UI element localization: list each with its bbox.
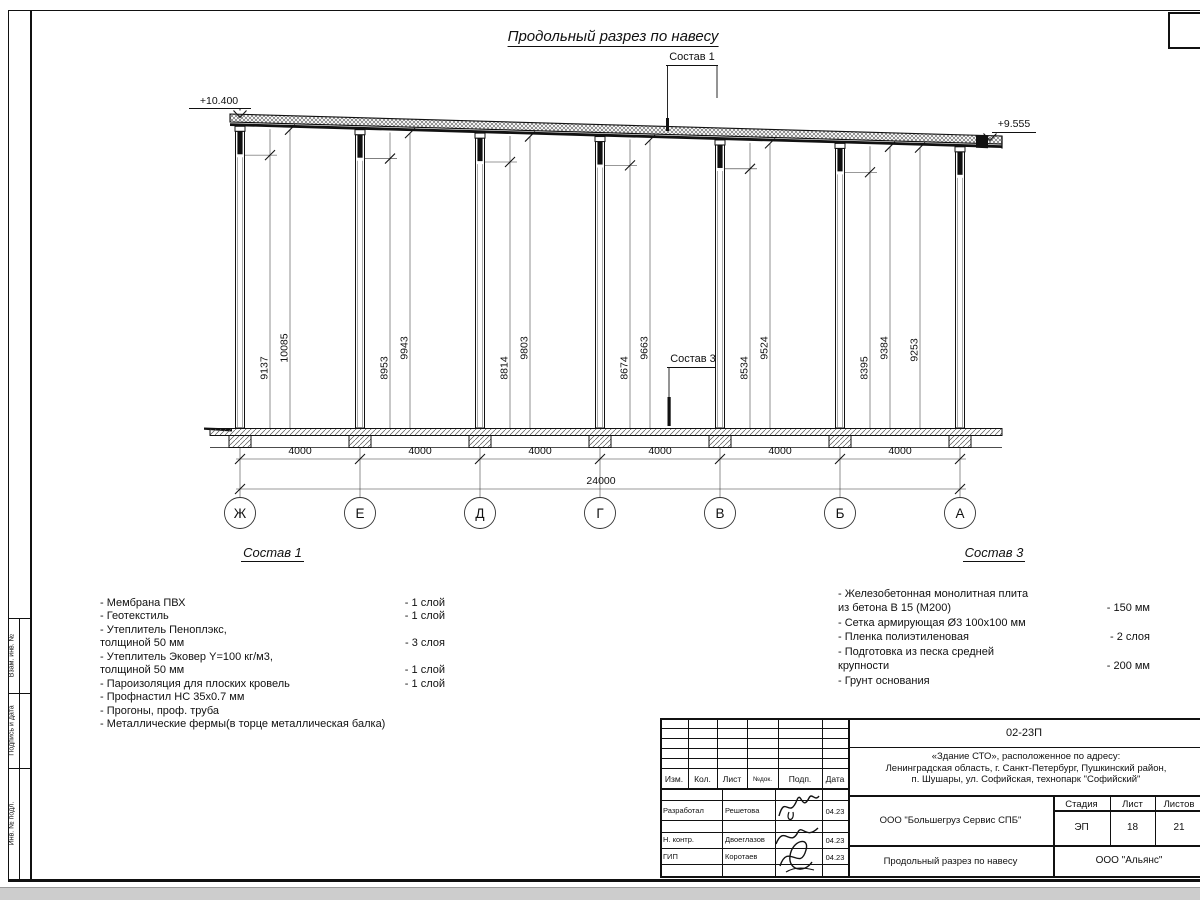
elevation-right-label: +9.555 <box>997 118 1031 130</box>
tb-sheet-title: Продольный разрез по навесу <box>883 856 1018 867</box>
column <box>836 148 845 428</box>
tb-col-podp: Подп. <box>788 774 812 784</box>
tb-col-ndok: №док. <box>752 776 773 783</box>
legend-item-qty: - 3 слоя <box>404 637 445 649</box>
legend-item-text <box>100 610 169 624</box>
legend-item-line1: - Сетка армирующая Ø3 100х100 мм <box>838 616 1026 629</box>
footing <box>589 436 611 448</box>
tb-date-gip: 04.23 <box>825 853 845 862</box>
column-bracket <box>597 142 602 165</box>
total-dim-label: 24000 <box>586 475 616 487</box>
legend-item-text <box>100 651 273 678</box>
legend-item-text <box>100 678 290 692</box>
column-cap <box>235 126 245 131</box>
legend-item-line1: - Подготовка из песка средней <box>838 645 994 658</box>
signature-developer <box>775 788 821 824</box>
footing <box>349 436 371 448</box>
tb-project-line3: п. Шушары, ул. Софийская, технопарк "Софийский" <box>911 774 1141 785</box>
legend-item-text <box>838 616 1026 631</box>
legend-item-qty: - 200 мм <box>1106 660 1150 672</box>
bay-dim-label: 4000 <box>888 445 912 457</box>
bay-dim-label: 4000 <box>768 445 792 457</box>
column <box>476 138 485 428</box>
vertical-dim-label: 8953 <box>378 356 391 380</box>
tb-sheets-value: 21 <box>1173 822 1185 833</box>
tb-line <box>1053 810 1200 812</box>
column-bracket <box>237 131 242 154</box>
legend-item-line1: - Профнастил НС 35х0.7 мм <box>100 691 245 703</box>
tb-name-gip: Коротаев <box>725 852 758 861</box>
legend-item-qty: - 1 слой <box>404 664 445 676</box>
tb-sheet-value: 18 <box>1126 822 1139 833</box>
vertical-dim-label: 8814 <box>498 356 511 380</box>
column <box>236 131 245 428</box>
legend-item <box>838 645 1150 674</box>
tb-line <box>660 718 1200 720</box>
legend-sostav3 <box>838 546 1150 688</box>
vertical-dim-label: 9524 <box>758 336 771 360</box>
callout-sostav1-tip <box>666 118 669 131</box>
margin-label-vzam: Взам. инв. № <box>8 633 16 678</box>
tb-col-izm: Изм. <box>664 774 684 784</box>
axis-label: А <box>955 506 965 521</box>
column <box>716 145 725 428</box>
legend-item <box>100 718 445 732</box>
vertical-dim-label: 9803 <box>518 336 531 360</box>
vertical-dim-label: 9943 <box>398 336 411 360</box>
column <box>596 142 605 428</box>
tb-doc-number: 02-23П <box>1005 727 1043 739</box>
title-block <box>660 718 1200 878</box>
vertical-dim-label: 9137 <box>258 356 271 380</box>
callout-sostav3-label: Состав 3 <box>670 353 716 365</box>
vertical-dim-label: 10085 <box>278 333 291 363</box>
drawing-title: Продольный разрез по навесу <box>507 28 719 45</box>
legend-item-text <box>100 691 244 705</box>
bay-dim-label: 4000 <box>288 445 312 457</box>
legend-item <box>838 674 1150 689</box>
footing <box>469 436 491 448</box>
callout-sostav1-label: Состав 1 <box>669 51 715 63</box>
legend-item-qty: - 2 слоя <box>1109 631 1150 643</box>
column <box>956 152 965 428</box>
margin-label-inv: Инв. № подл. <box>8 801 16 846</box>
column-bracket <box>957 152 962 175</box>
bay-dim-label: 4000 <box>408 445 432 457</box>
column-bracket <box>477 138 482 161</box>
axis-label: Б <box>835 506 845 521</box>
tb-line <box>848 718 850 878</box>
elevation-left-label: +10.400 <box>199 95 239 107</box>
vertical-dim-label: 9253 <box>908 338 921 362</box>
legend-item <box>838 587 1150 616</box>
legend-item <box>838 616 1150 631</box>
tb-company: ООО "Альянс" <box>1095 855 1163 866</box>
tb-line <box>722 788 723 878</box>
legend-item <box>100 610 445 624</box>
legend-item-qty: - 1 слой <box>404 677 445 690</box>
tb-sheets-label: Листов <box>1163 799 1195 810</box>
tb-line <box>848 747 1200 748</box>
legend-item-line1: - Грунт основания <box>838 674 930 687</box>
callout-sostav3-tip <box>668 397 671 426</box>
margin-label-podpis: Подпись и дата <box>8 705 16 756</box>
legend-item-qty: - 1 слой <box>404 610 445 622</box>
page-edge <box>0 887 1200 900</box>
legend-item-line1: - Металлические фермы(в торце металлическая балка) <box>100 718 386 730</box>
tb-project-line2: Ленинградская область, г. Санкт-Петербург, Пушкинский район, <box>885 762 1167 774</box>
legend-item-text <box>100 597 185 611</box>
bay-dim-label: 4000 <box>648 445 672 457</box>
tb-stage-label: Стадия <box>1065 799 1098 810</box>
legend-item-line1: - Геотекстиль <box>100 610 169 622</box>
legend-item-text <box>838 674 930 689</box>
tb-date-ncontr: 04.23 <box>825 836 845 845</box>
ground-slab <box>210 429 1002 436</box>
tb-col-data: Дата <box>825 774 845 784</box>
legend-item-line1: - Прогоны, проф. труба <box>100 704 220 717</box>
axis-label: В <box>715 506 725 521</box>
axis-label: Г <box>596 506 604 521</box>
legend-item-text <box>100 624 227 651</box>
column-cap <box>835 143 845 148</box>
vertical-dim-label: 8534 <box>738 356 751 380</box>
legend-item-line2: толщиной 50 мм <box>100 664 185 676</box>
legend-item-line2: крупности <box>838 660 890 672</box>
column-bracket <box>717 145 722 168</box>
legend-item-line1: - Пароизоляция для плоских кровель <box>100 677 290 690</box>
legend-item-text <box>838 587 1028 616</box>
tb-col-list: Лист <box>722 774 742 784</box>
legend-sostav3-list <box>838 587 1150 689</box>
tb-date-developer: 04.23 <box>825 807 845 816</box>
legend-item-line1: - Мембрана ПВХ <box>100 596 186 609</box>
legend-sostav1-title: Состав 1 <box>243 545 302 560</box>
tb-project <box>852 751 1200 786</box>
tb-col-kol: Кол. <box>694 774 711 784</box>
legend-sostav1 <box>100 546 445 732</box>
legend-item-line2: из бетона В 15 (М200) <box>838 602 951 614</box>
column <box>356 135 365 428</box>
footing <box>829 436 851 448</box>
column-bracket <box>357 135 362 158</box>
legend-item <box>100 597 445 611</box>
tb-role-developer: Разработал <box>663 806 704 815</box>
legend-item <box>100 691 445 705</box>
legend-item <box>100 651 445 678</box>
column-cap <box>355 130 365 135</box>
legend-item-line1: - Железобетонная монолитная плита <box>838 587 1029 600</box>
frame-bottom-line <box>8 879 1200 882</box>
legend-item-line2: толщиной 50 мм <box>100 637 185 649</box>
tb-role-ncontr: Н. контр. <box>663 835 694 844</box>
footing <box>709 436 731 448</box>
tb-project-line1: «Здание СТО», расположенное по адресу: <box>931 751 1121 762</box>
signature-ncontr-gip <box>770 822 826 876</box>
tb-role-gip: ГИП <box>663 852 678 861</box>
legend-item-line1: - Пленка полиэтиленовая <box>838 631 969 643</box>
tb-sheet-label: Лист <box>1122 799 1143 810</box>
legend-item <box>100 624 445 651</box>
legend-item-text <box>100 718 385 732</box>
vertical-dim-label: 8674 <box>618 356 631 380</box>
tb-line <box>660 876 1200 878</box>
legend-item-text <box>838 630 969 645</box>
tb-line <box>660 718 662 878</box>
tb-line <box>848 795 1200 797</box>
axis-label: Д <box>475 506 485 521</box>
legend-item <box>100 705 445 719</box>
legend-item-line1: - Утеплитель Пеноплэкс, <box>100 623 227 636</box>
axis-label: Ж <box>233 506 247 521</box>
legend-sostav1-list <box>100 597 445 732</box>
column-cap <box>595 137 605 142</box>
tb-name-ncontr: Двоеглазов <box>725 835 765 844</box>
column-cap <box>475 133 485 138</box>
tb-name-developer: Решетова <box>725 806 760 815</box>
legend-item-qty: - 150 мм <box>1106 602 1150 614</box>
legend-sostav3-title: Состав 3 <box>964 545 1024 560</box>
legend-item-text <box>100 705 219 719</box>
column-cap <box>955 147 965 152</box>
legend-item-line1: - Утеплитель Эковер Y=100 кг/м3, <box>100 650 273 663</box>
legend-item <box>838 630 1150 645</box>
legend-item-qty: - 1 слой <box>404 596 445 609</box>
footing <box>949 436 971 448</box>
bay-dim-label: 4000 <box>528 445 552 457</box>
legend-item <box>100 678 445 692</box>
vertical-dim-label: 9384 <box>878 336 891 360</box>
legend-item-text <box>838 645 994 674</box>
tb-line <box>848 845 1200 847</box>
vertical-dim-label: 9663 <box>638 336 651 360</box>
tb-org: ООО "Большегруз Сервис СПБ" <box>879 815 1022 826</box>
column-cap <box>715 140 725 145</box>
tb-stage-value: ЭП <box>1074 822 1089 833</box>
footing <box>229 436 251 448</box>
vertical-dim-label: 8395 <box>858 356 871 380</box>
column-bracket <box>837 148 842 171</box>
axis-label: Е <box>355 506 365 521</box>
